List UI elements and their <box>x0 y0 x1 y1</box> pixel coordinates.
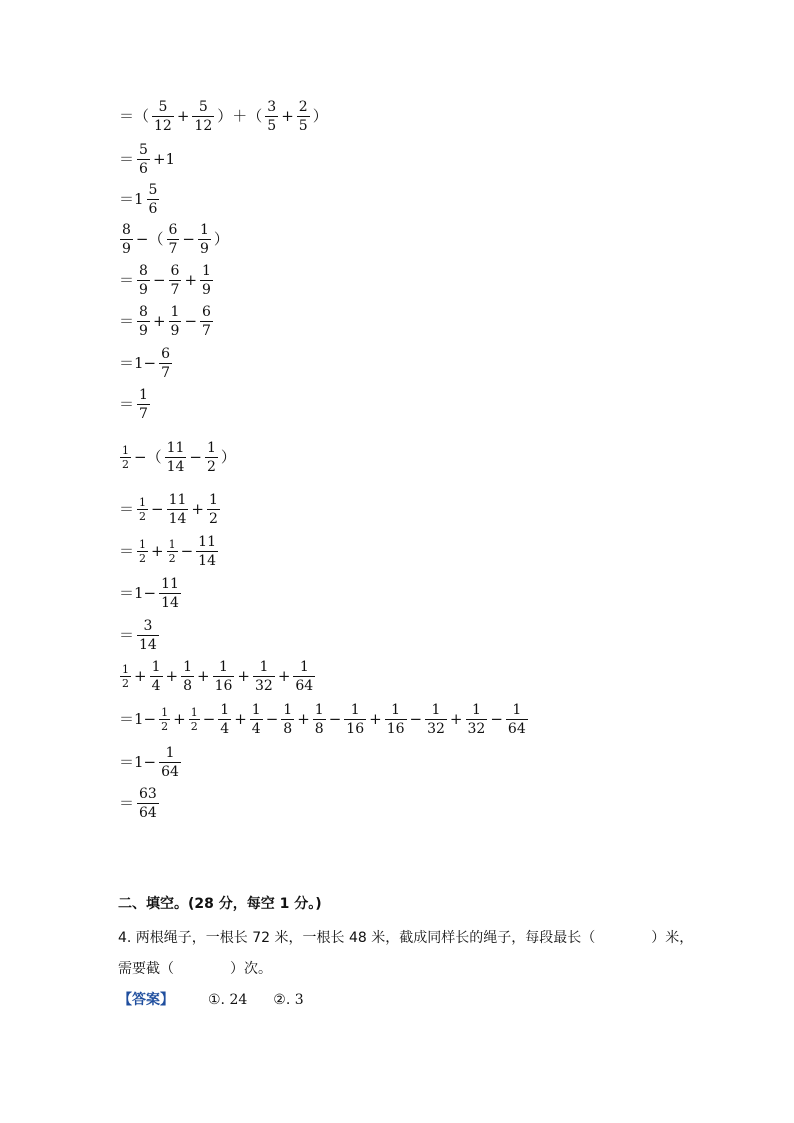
math-operator: ＝ <box>119 500 135 518</box>
fraction-numerator: 1 <box>391 702 401 718</box>
answer-row <box>118 989 304 1009</box>
fraction-numerator: 6 <box>170 263 180 279</box>
fraction <box>253 660 275 693</box>
fraction <box>120 664 131 689</box>
fraction-denominator: 14 <box>166 459 185 475</box>
fraction-denominator: 5 <box>298 118 308 134</box>
fraction-denominator: 14 <box>139 637 157 653</box>
fraction <box>169 264 182 297</box>
fraction-numerator: 5 <box>148 182 158 198</box>
fraction-denominator: 8 <box>283 721 293 737</box>
fraction-denominator: 9 <box>200 241 209 257</box>
fraction <box>218 703 231 736</box>
question-line-2: 需要截（ ）次。 <box>118 961 272 977</box>
math-operator: − <box>490 710 503 728</box>
math-operator: ＝1 <box>119 190 144 208</box>
fraction-denominator: 4 <box>251 721 261 737</box>
math-operator: − <box>151 500 164 518</box>
fraction <box>150 660 163 693</box>
equation-line <box>118 223 230 256</box>
fraction <box>137 539 148 564</box>
fraction-numerator: 1 <box>190 706 198 719</box>
fraction <box>159 347 172 380</box>
equation-line <box>118 183 161 216</box>
math-operator: − <box>184 312 198 330</box>
fraction-denominator: 2 <box>122 458 129 471</box>
fraction-numerator: 1 <box>219 659 228 675</box>
fraction-numerator: 1 <box>139 538 147 551</box>
equation-line <box>118 493 222 526</box>
answer-2: ②. 3 <box>273 992 304 1008</box>
fraction-denominator: 2 <box>190 720 198 733</box>
math-operator: − <box>202 710 216 728</box>
fraction-numerator: 1 <box>168 538 176 551</box>
fraction <box>293 660 315 693</box>
fraction-numerator: 6 <box>161 346 171 362</box>
math-operator: + <box>191 500 204 518</box>
fraction-denominator: 12 <box>194 118 213 134</box>
fraction-denominator: 9 <box>139 282 148 298</box>
fraction-numerator: 1 <box>206 440 216 456</box>
fraction <box>189 707 200 732</box>
equation-line <box>118 577 183 610</box>
fraction <box>165 441 187 474</box>
fraction-denominator: 7 <box>161 365 171 381</box>
math-operator: −（ <box>134 448 162 466</box>
fraction <box>159 707 170 732</box>
fraction-denominator: 7 <box>168 241 178 257</box>
fraction-denominator: 2 <box>139 510 147 523</box>
fraction-denominator: 2 <box>122 677 129 690</box>
fraction-denominator: 7 <box>202 323 211 339</box>
fraction <box>152 100 174 133</box>
fraction-numerator: 1 <box>200 222 209 238</box>
fraction <box>167 223 180 256</box>
fraction-denominator: 9 <box>139 323 148 339</box>
fraction <box>506 703 528 736</box>
math-operator: − <box>409 710 423 728</box>
fraction-denominator: 64 <box>161 764 179 780</box>
fraction-denominator: 2 <box>206 459 216 475</box>
math-operator: −（ <box>135 230 164 248</box>
fraction-numerator: 1 <box>202 263 211 279</box>
fraction-denominator: 32 <box>427 721 445 737</box>
fraction-denominator: 64 <box>139 805 157 821</box>
fraction <box>205 441 218 474</box>
fraction <box>198 223 211 256</box>
fraction <box>137 143 150 176</box>
fraction-denominator: 4 <box>220 721 230 737</box>
fraction-numerator: 5 <box>198 99 208 115</box>
fraction-numerator: 1 <box>299 659 309 675</box>
fraction-numerator: 1 <box>314 702 324 718</box>
fraction <box>181 660 194 693</box>
math-operator: ）＋（ <box>217 107 263 125</box>
fraction <box>167 539 178 564</box>
fraction-denominator: 6 <box>139 161 148 177</box>
fraction-denominator: 14 <box>198 553 216 569</box>
equation-line <box>118 347 174 380</box>
fraction-denominator: 9 <box>122 241 131 257</box>
fraction <box>137 388 150 421</box>
math-operator: + <box>173 710 186 728</box>
math-operator: + <box>197 667 210 685</box>
question-line-1: 4. 两根绳子，一根长 72 米，一根长 48 米，截成同样长的绳子，每段最长（ ）米， <box>118 930 694 946</box>
fraction-denominator: 9 <box>202 282 211 298</box>
math-operator: + <box>165 667 179 685</box>
equation-line <box>118 305 215 338</box>
fraction-denominator: 32 <box>254 678 273 694</box>
fraction-numerator: 1 <box>259 659 269 675</box>
fraction <box>137 619 159 652</box>
fraction-denominator: 16 <box>386 721 405 737</box>
fraction-denominator: 9 <box>170 323 180 339</box>
fraction-numerator: 8 <box>122 222 131 238</box>
fraction-denominator: 6 <box>148 201 158 217</box>
fraction-denominator: 64 <box>295 678 314 694</box>
math-operator: ＝1− <box>119 354 157 372</box>
fraction-numerator: 1 <box>183 659 192 675</box>
math-operator: − <box>182 230 195 248</box>
fraction <box>159 746 181 779</box>
fraction-denominator: 32 <box>467 721 486 737</box>
math-operator: + <box>134 667 147 685</box>
equation-line <box>118 535 220 568</box>
fraction-numerator: 1 <box>471 702 481 718</box>
fraction-numerator: 11 <box>198 534 216 550</box>
fraction-numerator: 1 <box>161 706 169 719</box>
fraction-numerator: 2 <box>298 99 308 115</box>
equation-line <box>118 787 161 820</box>
equation-line <box>118 703 530 736</box>
math-operator: − <box>180 542 194 560</box>
answer-label: 【答案】 <box>118 992 174 1008</box>
fraction-denominator: 14 <box>161 595 179 611</box>
math-operator: + <box>297 710 310 728</box>
math-operator: ＝（ <box>119 107 150 125</box>
math-operator: + <box>234 710 247 728</box>
fraction-numerator: 1 <box>209 492 218 508</box>
math-operator: ＝1− <box>119 753 157 771</box>
math-operator: + <box>277 667 291 685</box>
fraction-numerator: 1 <box>122 444 129 457</box>
fraction <box>137 264 150 297</box>
fraction-numerator: 6 <box>202 304 211 320</box>
fraction-numerator: 8 <box>139 263 148 279</box>
fraction <box>120 223 133 256</box>
fraction-denominator: 12 <box>154 118 172 134</box>
fraction-numerator: 1 <box>431 702 441 718</box>
fraction-denominator: 64 <box>507 721 526 737</box>
fraction-denominator: 16 <box>214 678 233 694</box>
math-operator: ＝1− <box>119 584 157 602</box>
math-operator: + <box>449 710 463 728</box>
fraction-numerator: 11 <box>166 440 185 456</box>
math-operator: ＝ <box>119 395 135 413</box>
fraction <box>313 703 326 736</box>
fraction <box>137 787 159 820</box>
fraction-numerator: 5 <box>139 142 148 158</box>
fraction <box>281 703 294 736</box>
fraction-numerator: 3 <box>267 99 277 115</box>
math-operator: + <box>281 107 294 125</box>
equation-line <box>118 100 329 133</box>
math-operator: ） <box>213 230 229 248</box>
answer-1: ①. 24 <box>208 992 248 1008</box>
fraction-numerator: 1 <box>220 702 230 718</box>
fraction-numerator: 1 <box>251 702 261 718</box>
fraction-numerator: 11 <box>161 576 179 592</box>
fraction-denominator: 8 <box>314 721 324 737</box>
fraction <box>207 493 220 526</box>
fraction <box>425 703 447 736</box>
fraction <box>137 497 148 522</box>
math-operator: ＝ <box>119 542 135 560</box>
fraction-numerator: 1 <box>512 702 522 718</box>
fraction-numerator: 1 <box>170 304 180 320</box>
fraction-numerator: 1 <box>350 702 360 718</box>
fraction <box>265 100 278 133</box>
fraction <box>120 445 131 470</box>
fraction-numerator: 1 <box>165 745 175 761</box>
math-operator: + <box>369 710 382 728</box>
fraction <box>159 577 181 610</box>
fraction-numerator: 5 <box>158 99 168 115</box>
equation-line <box>118 746 183 779</box>
math-operator: ） <box>220 448 236 466</box>
fraction-denominator: 4 <box>151 678 161 694</box>
math-operator: − <box>189 448 202 466</box>
section-heading: 二、填空。(28 分，每空 1 分。) <box>118 896 322 912</box>
fraction-denominator: 14 <box>168 511 187 527</box>
math-operator: ＝ <box>119 626 135 644</box>
fraction-denominator: 5 <box>267 118 277 134</box>
fraction <box>200 264 213 297</box>
math-operator: + <box>151 542 164 560</box>
fraction <box>385 703 407 736</box>
fraction <box>169 305 182 338</box>
fraction-numerator: 1 <box>283 702 293 718</box>
fraction <box>250 703 263 736</box>
equation-line <box>118 388 152 421</box>
fraction-denominator: 2 <box>209 511 218 527</box>
fraction <box>466 703 488 736</box>
fraction <box>200 305 213 338</box>
fraction-denominator: 7 <box>139 406 148 422</box>
math-operator: ＝1− <box>119 710 157 728</box>
fraction-denominator: 2 <box>161 720 169 733</box>
fraction-numerator: 1 <box>151 659 161 675</box>
math-operator: ＝ <box>119 312 135 330</box>
equation-line <box>118 660 317 693</box>
fraction-denominator: 2 <box>139 552 147 565</box>
fraction-denominator: 7 <box>170 282 180 298</box>
fraction <box>297 100 310 133</box>
math-operator: + <box>152 312 166 330</box>
math-operator: ＝ <box>119 150 135 168</box>
math-operator: ） <box>312 107 328 125</box>
fraction-numerator: 3 <box>143 618 153 634</box>
fraction <box>213 660 235 693</box>
fraction <box>147 183 160 216</box>
fraction-numerator: 1 <box>139 387 148 403</box>
fraction <box>344 703 366 736</box>
equation-line <box>118 619 161 652</box>
math-operator: ＝ <box>119 794 135 812</box>
fraction-numerator: 63 <box>139 786 157 802</box>
equation-line <box>118 264 215 297</box>
fraction-denominator: 2 <box>168 552 176 565</box>
fraction-numerator: 1 <box>122 663 129 676</box>
math-operator: +1 <box>152 150 176 168</box>
fraction-denominator: 8 <box>183 678 192 694</box>
equation-line <box>118 143 176 176</box>
fraction <box>167 493 189 526</box>
fraction <box>137 305 150 338</box>
math-operator: − <box>328 710 342 728</box>
math-operator: + <box>184 271 198 289</box>
fraction-numerator: 1 <box>139 496 147 509</box>
fraction <box>196 535 218 568</box>
math-operator: + <box>176 107 190 125</box>
fraction-numerator: 8 <box>139 304 148 320</box>
fraction-numerator: 6 <box>168 222 178 238</box>
math-operator: − <box>265 710 279 728</box>
fraction-denominator: 16 <box>346 721 365 737</box>
fraction-numerator: 11 <box>168 492 187 508</box>
fraction <box>192 100 214 133</box>
math-operator: ＝ <box>119 271 135 289</box>
math-operator: + <box>237 667 250 685</box>
math-operator: − <box>152 271 166 289</box>
equation-line <box>118 441 237 474</box>
